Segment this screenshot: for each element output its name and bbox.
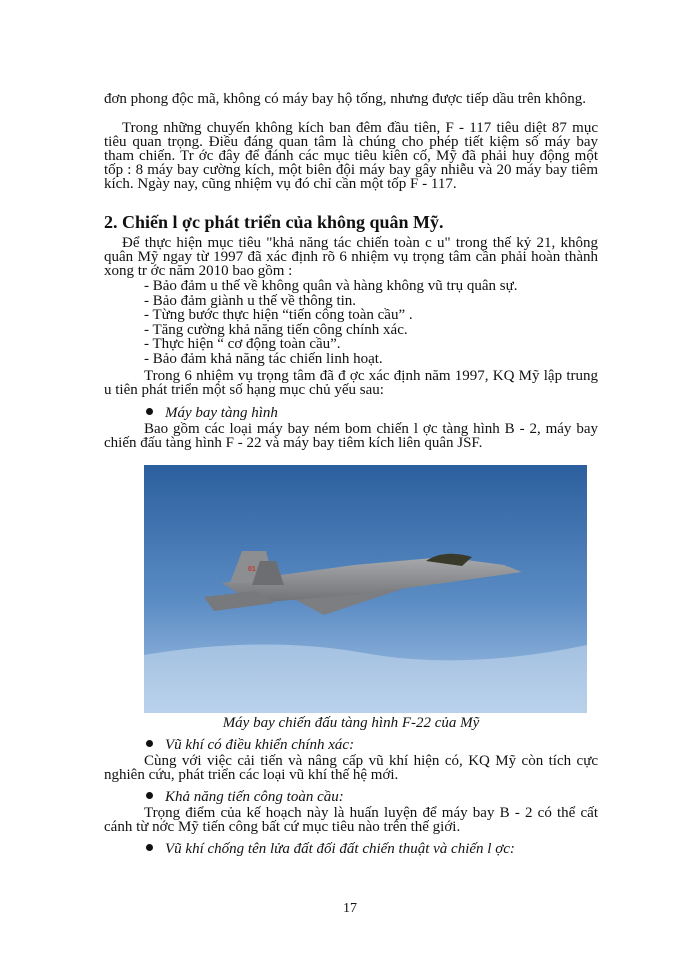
bullet-heading-global-strike (146, 790, 598, 804)
paragraph-f117 (104, 121, 598, 191)
bullet-heading-precision (146, 738, 598, 752)
bullet-heading-stealth (146, 406, 598, 420)
section-heading: 2. Chiến l ợc phát triển của không quân Mỹ. (104, 212, 444, 232)
paragraph-text: Để thực hiện mục tiêu "khả năng tác chiến toàn c u" trong thế kỷ 21, không quân Mỹ ngay từ 1997 đã xác định rõ 6 nhiệm vụ trọng tâm cần phải hoàn thành xong tr ớc năm 2010 bao gồm : (104, 235, 598, 279)
task-item: - Từng bước thực hiện “tiến công toàn cầu” . (144, 307, 413, 323)
task-list (144, 279, 598, 366)
page-number: 17 (343, 901, 357, 916)
task-item: - Thực hiện “ cơ động toàn cầu”. (144, 336, 341, 352)
paragraph-text: Trong những chuyến không kích ban đêm đầu tiên, F - 117 tiêu diệt 87 mục tiêu quan trọng. Điều đáng quan tâm là chúng cho phép tiết kiệm số máy bay tham chiến. Tr ớc đây để đánh các mục tiêu kiên cố, Mỹ đã phải huy động một tốp : 8 máy bay cường kích, một biên đội máy bay gây nhiễu và 20 máy bay tiêm kích. Ngày nay, cũng nhiệm vụ đó chỉ cần một tốp F - 117. (104, 120, 598, 192)
paragraph-global-strike (104, 806, 598, 834)
bullet-icon (146, 792, 153, 799)
paragraph-continuation (104, 92, 598, 106)
bullet-icon (146, 740, 153, 747)
bullet-icon (146, 408, 153, 415)
bullet-title: Khả năng tiến công toàn cầu: (165, 789, 344, 805)
paragraph-text: Cùng với việc cải tiến và nâng cấp vũ khí hiện có, KQ Mỹ còn tích cực nghiên cứu, phát triển các loại vũ khí thế hệ mới. (104, 753, 598, 783)
task-item: - Bảo đảm u thế về không quân và hàng không vũ trụ quân sự. (144, 278, 518, 294)
figure-caption: Máy bay chiến đấu tàng hình F-22 của Mỹ (222, 715, 480, 731)
task-item: - Tăng cường khả năng tiến công chính xác. (144, 321, 408, 338)
f22-aircraft-illustration (144, 465, 587, 713)
task-item: - Bảo đảm khả năng tác chiến linh hoạt. (144, 350, 383, 367)
paragraph-text: Trong 6 nhiệm vụ trọng tâm đã đ ợc xác định năm 1997, KQ Mỹ lập trung u tiên phát triển một số hạng mục chủ yếu sau: (104, 368, 598, 398)
paragraph-text: Bao gồm các loại máy bay ném bom chiến l ợc tàng hình B - 2, máy bay chiến đấu tàng hình F - 22 và máy bay tiêm kích liên quân JSF. (104, 421, 598, 451)
task-item: - Bảo đảm giành u thế về thông tin. (144, 292, 357, 309)
paragraph-text: đơn phong độc mã, không có máy bay hộ tống, nhưng được tiếp dầu trên không. (104, 91, 587, 107)
paragraph-summary (104, 369, 598, 397)
paragraph-intro (104, 236, 598, 278)
bullet-title: Máy bay tàng hình (165, 405, 278, 421)
bullet-title: Vũ khí chống tên lửa đất đối đất chiến thuật và chiến l ợc: (165, 841, 515, 857)
paragraph-stealth (104, 422, 598, 450)
bullet-title: Vũ khí có điều khiển chính xác: (165, 737, 355, 753)
f22-photo (144, 465, 587, 713)
paragraph-text: Trọng điểm của kế hoạch này là huấn luyện để máy bay B - 2 có thể cất cánh từ nớc Mỹ tiến công bất cứ mục tiêu nào trên thế giới. (104, 805, 598, 835)
bullet-heading-missile-defense (146, 842, 598, 856)
paragraph-precision (104, 754, 598, 782)
tail-marking: 01 (248, 566, 256, 573)
bullet-icon (146, 844, 153, 851)
